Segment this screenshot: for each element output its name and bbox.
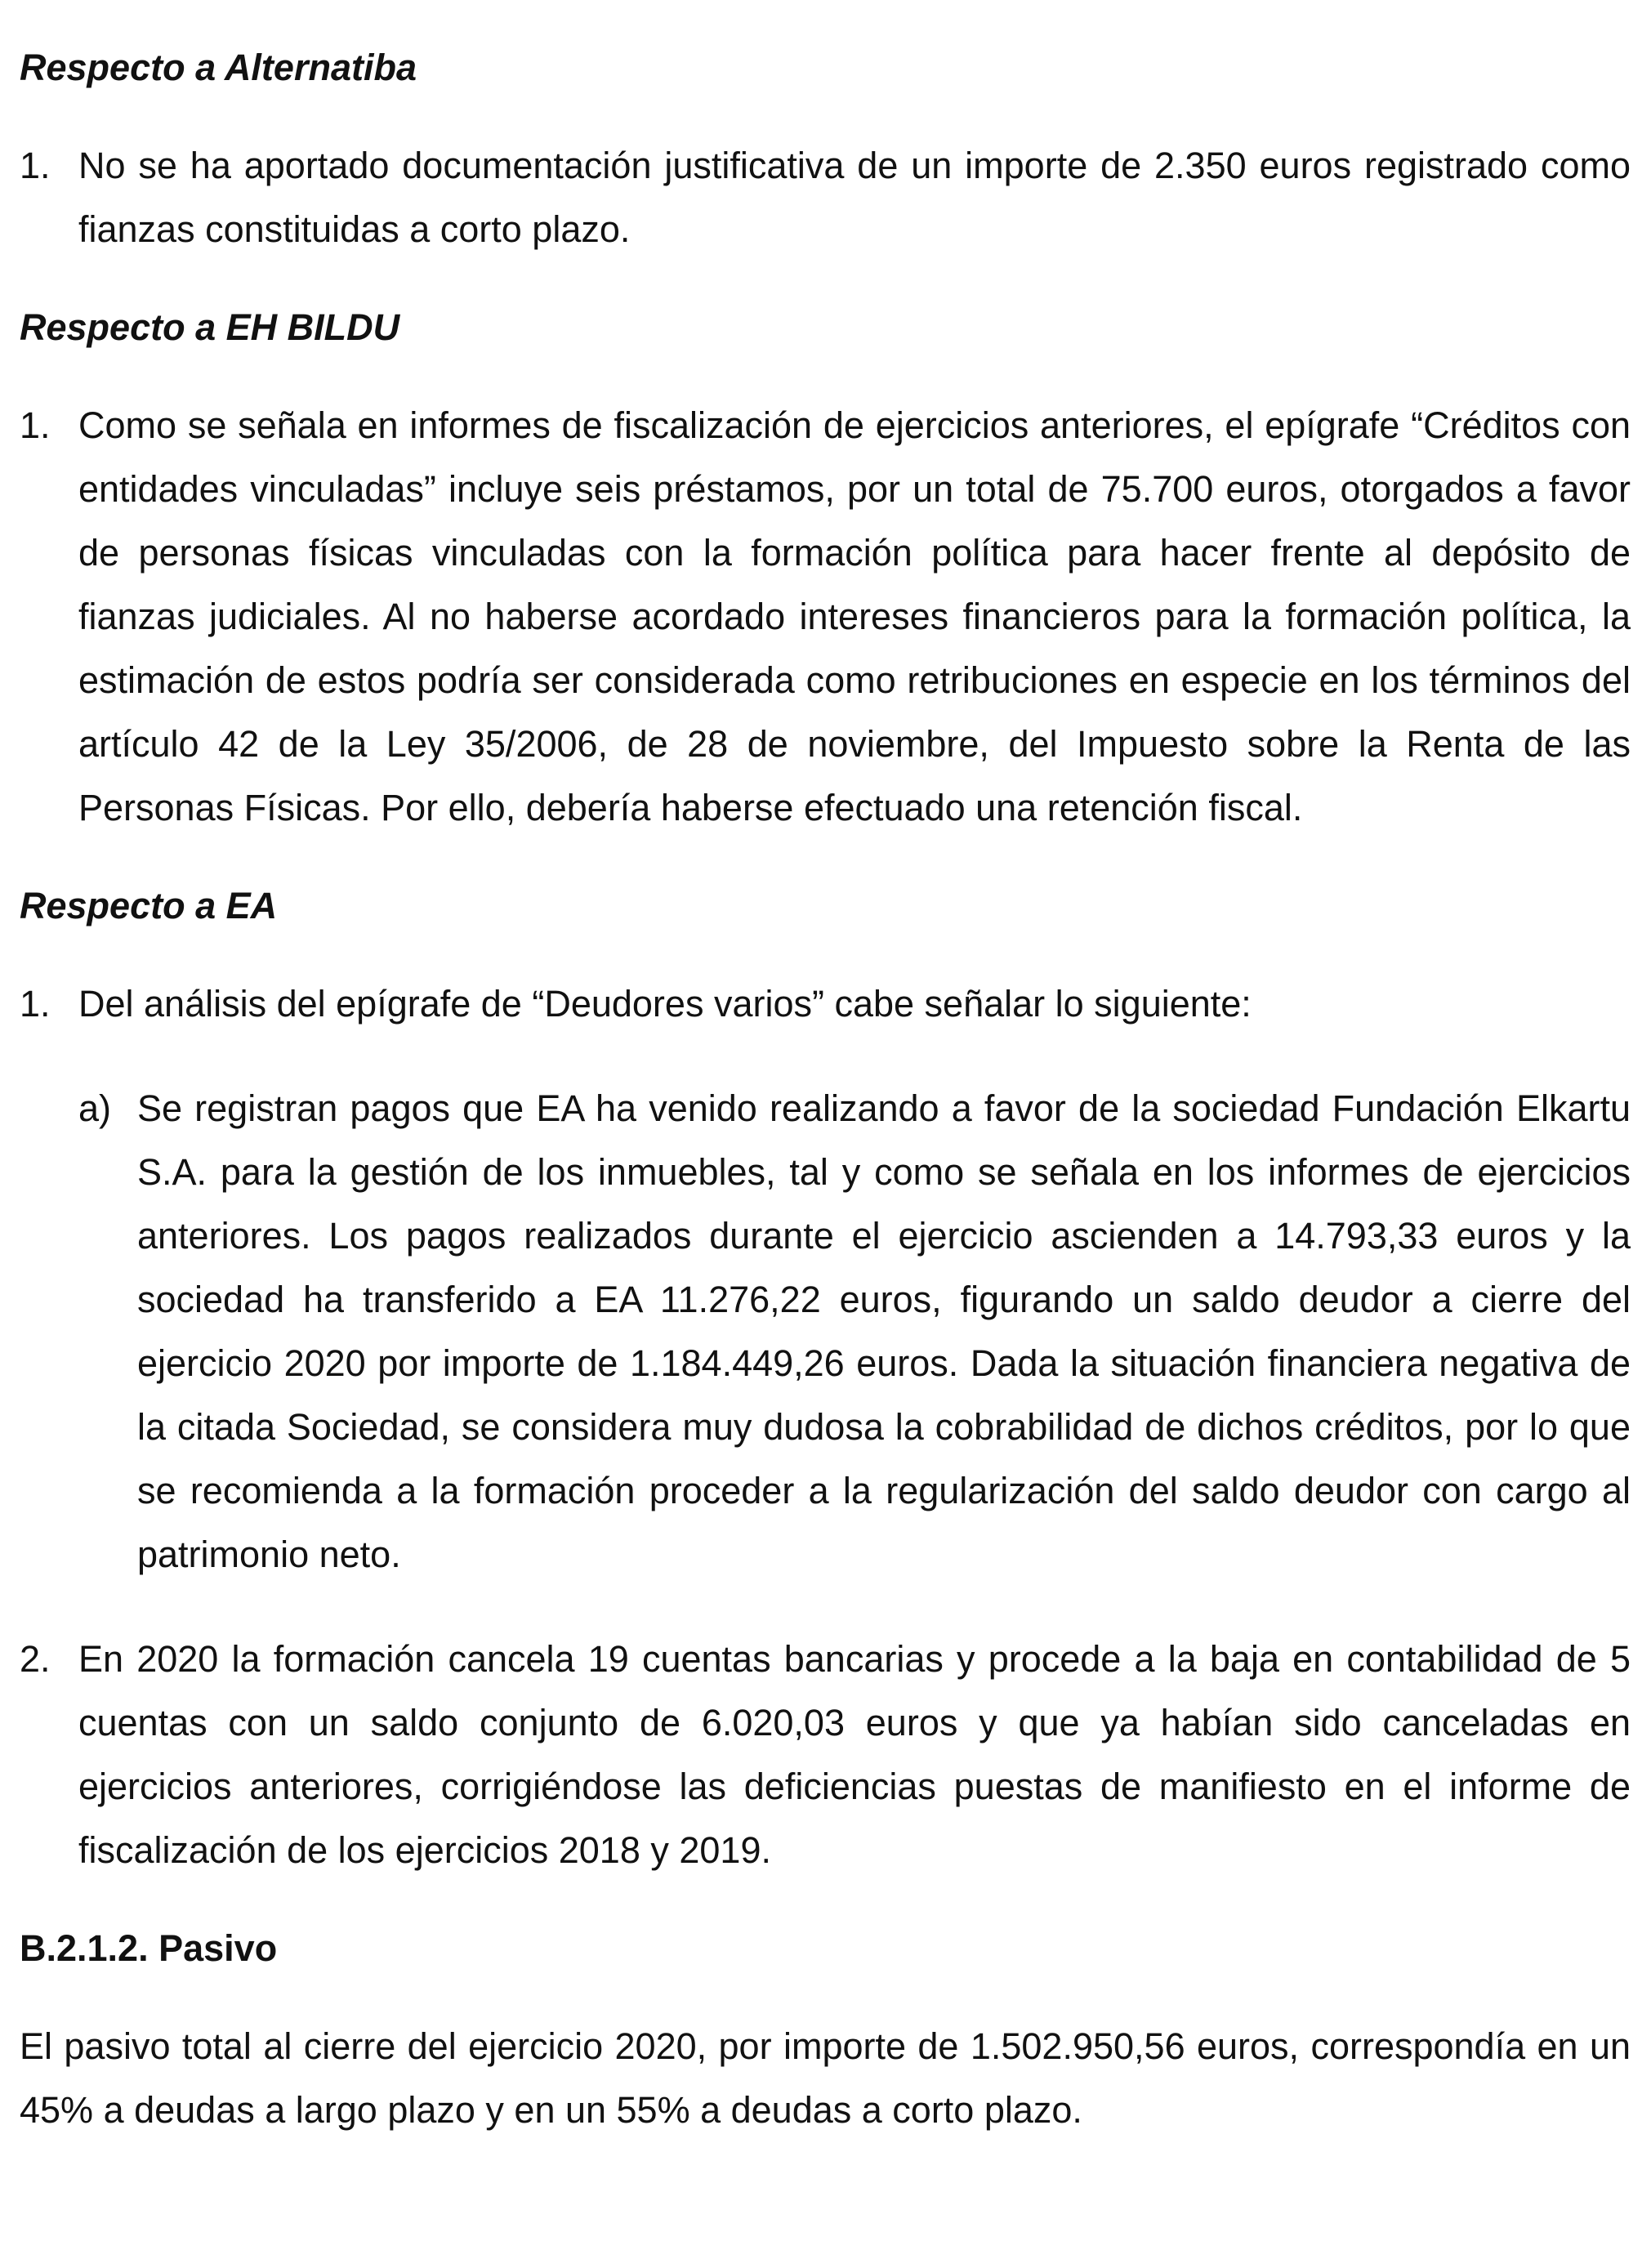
list-item <box>20 394 1631 840</box>
sub-list-item <box>20 1077 1631 1587</box>
heading-alternatiba: Respecto a Alternatiba <box>20 47 417 88</box>
item-number: 1. <box>20 983 51 1025</box>
heading-ea: Respecto a EA <box>20 885 278 926</box>
subitem-text: Se registran pagos que EA ha venido realizando a favor de la sociedad Fundación Elkartu S.A. para la gestión de los inmuebles, tal y como se señala en los informes de ejercicios anteriores. Los pagos realizados durante el ejercicio ascienden a 14.793,33 euros y la sociedad ha transferido a EA 11.276,22 euros, figurando un saldo deudor a cierre del ejercicio 2020 por importe de 1.184.449,26 euros. Dada la situación financiera negativa de la citada Sociedad, se considera muy dudosa la cobrabilidad de dichos créditos, por lo que se recomienda a la formación proceder a la regularización del saldo deudor con cargo al patrimonio neto. <box>137 1087 1631 1575</box>
item-text: En 2020 la formación cancela 19 cuentas bancarias y procede a la baja en contabilidad de 5 cuentas con un saldo conjunto de 6.020,03 euros y que ya habían sido canceladas en ejercicios anteriores, corrigiéndose las deficiencias puestas de manifiesto en el informe de fiscalización de los ejercicios 2018 y 2019. <box>78 1638 1631 1871</box>
item-text: Como se señala en informes de fiscalización de ejercicios anteriores, el epígrafe “Créditos con entidades vinculadas” incluye seis préstamos, por un total de 75.700 euros, otorgados a favor de personas físicas vinculadas con la formación política para hacer frente al depósito de fianzas judiciales. Al no haberse acordado intereses financieros para la formación política, la estimación de estos podría ser considerada como retribuciones en especie en los términos del artículo 42 de la Ley 35/2006, de 28 de noviembre, del Impuesto sobre la Renta de las Personas Físicas. Por ello, debería haberse efectuado una retención fiscal. <box>78 404 1631 828</box>
subitem-letter: a) <box>78 1087 112 1129</box>
document-page <box>20 36 1631 2142</box>
item-text: No se ha aportado documentación justificativa de un importe de 2.350 euros registrado como fianzas constituidas a corto plazo. <box>78 145 1631 250</box>
list-item <box>20 134 1631 261</box>
heading-pasivo: B.2.1.2. Pasivo <box>20 1927 278 1969</box>
item-text: Del análisis del epígrafe de “Deudores varios” cabe señalar lo siguiente: <box>78 983 1252 1025</box>
item-number: 2. <box>20 1638 51 1680</box>
item-number: 1. <box>20 145 51 186</box>
list-item <box>20 972 1631 1036</box>
list-item <box>20 1627 1631 1882</box>
heading-ehbildu: Respecto a EH BILDU <box>20 306 400 348</box>
item-number: 1. <box>20 404 51 446</box>
paragraph-pasivo: El pasivo total al cierre del ejercicio 2020, por importe de 1.502.950,56 euros, correspondía en un 45% a deudas a largo plazo y en un 55% a deudas a corto plazo. <box>20 2025 1631 2131</box>
